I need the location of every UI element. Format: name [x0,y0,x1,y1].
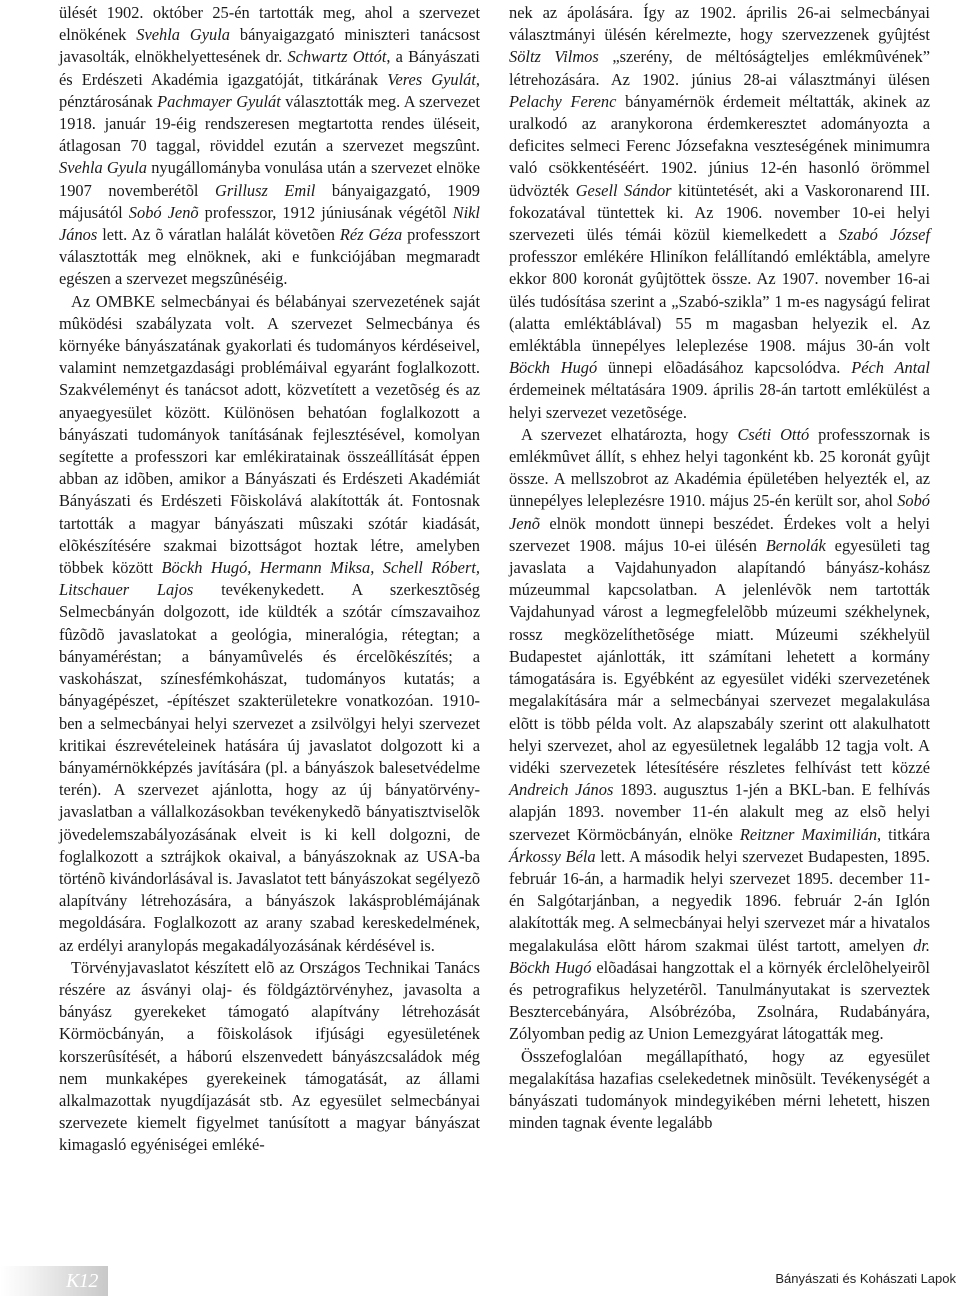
name-text: Böckh Hugó, Hermann Miksa, Schell Róbert, Litschauer Lajos [59,558,480,600]
name-text: dr. Böckh Hugó [509,935,930,977]
text-run: professzort választották meg elnöknek, aki e funkciójában megmaradt egészen a szervezet megszûnéséig. [59,225,480,289]
paragraph [509,2,930,424]
name-text: Réz Géza [339,225,403,245]
name-text: Gesell Sándor [575,180,672,200]
text-run: lett. A második helyi szervezet Budapesten, 1895. február 16-án, a harmadik helyi szervezet 1895. december 11-én Salgótarjánban, a negyedik 1896. február 2-án Iglón alakították meg. A selmecbányai helyi szervezet már a hivatalos megalakulása elõtt három szakmai ülést tartott, amelyen [509,846,930,955]
text-run: nek az ápolására. Így az 1902. április 26-ai selmecbányai választmányi ülésén kérelmezte, hogy szervezzenek gyûjtést [509,3,930,45]
text-run: „szerény, de méltóságteljes emlékmûvének” létrehozására. Az 1902. június 28-ai választmányi ülésen [509,47,931,89]
paragraph [59,2,480,291]
text-run: , titkára [877,824,930,844]
text-run: lett. Az õ váratlan halálát követõen [97,225,340,245]
text-run: professzor emlékére Hliníkon felállítandó emléktábla, amelyre ekkor 800 koronát gyûjtöttek össze. Az 1907. november 16-ai ülés tudósítása szerint a „Szabó-szikla” 1 m-es nagyságú felirat (alatta emléktáblával) 55 m magasban helyezik el. Az emléktábla ünnepélyes leleplezése 1908. május 30-án volt [509,247,930,356]
name-text: Sobó Jenõ [128,202,199,222]
text-run: ülését 1902. október 25-én tartották meg, ahol a szervezet elnökének [59,3,480,45]
text-run: bányamérnök érdemeit méltatták, akinek az uralkodó az aranykorona érdemkeresztet adományozta a deficites selmeci Ferenc Józsefakna veszteségének minimumra való csökkentéséért. 1902. június 12-én hasonló örömmel üdvözték [509,91,930,200]
name-text: Reitzner Maximilián [739,824,878,844]
text-run: érdemeinek méltatására 1909. április 28-án tartott emlékülést a helyi szervezet vezetõsége. [509,380,930,422]
name-text: Svehla Gyula [136,25,230,45]
name-text: Bernolák [765,535,826,555]
name-text: Szabó József [838,225,930,245]
name-text: Cséti Ottó [737,424,810,444]
text-run: professzornak is emlékmûvet állít, s ehhez helyi tagonként kb. 25 koronát gyûjt össze. A mellszobrot az Akadémia épületében helyezték el, az ünnepélyes leleplezésre 1910. május 25-én került sor, ahol [509,424,930,511]
page-number: K12 [66,1270,98,1292]
text-run: 1893. augusztus 1-jén a BKL-ban. E felhívás alapján 1893. november 11-én alakult meg az elsõ helyi szervezet Körmöcbányán, elnöke [509,780,930,844]
name-text: Andreich János [509,780,614,800]
name-text: Árkossy Béla [509,846,596,866]
text-run: , a Bányászati és Erdészeti Akadémia igazgatóját, titkárának [59,47,480,89]
text-run: nyugállományba vonulása után a szervezet elnöke 1907 novemberétõl [59,158,480,200]
text-run: , pénztárosának [59,69,480,111]
name-text: Grillusz Emil [215,180,316,200]
text-run: bányaigazgató, 1909 májusától [59,180,481,222]
text-run: elõadásai hangzottak el a környék érclelõhelyeirõl és petrografikus helyzetérõl. Tanulmányutakat is szerveztek Besztercebányára, Alsóbrézóba, Zsolnára, Rudabányára, Zólyomban pedig az Union Lemezgyárat látogatták meg. [509,957,930,1044]
journal-name: Bányászati és Kohászati Lapok [775,1271,956,1286]
name-text: Péch Antal [851,358,930,378]
name-text: Sobó Jenõ [509,491,930,533]
text-run: bányaigazgató miniszteri tanácsost javasolták, elnökhelyettesének dr. [59,25,481,67]
paragraph [59,957,480,1157]
paragraph [509,1046,930,1135]
text-run: elnök mondott ünnepi beszédet. Érdekes volt a helyi szervezet 1908. május 10-ei ülésén [509,513,930,555]
text-run: ünnepi elõadásához kapcsolódva. [597,358,852,378]
name-text: Pachmayer Gyulát [157,91,281,111]
text-run: Törvényjavaslatot készített elõ az Országos Technikai Tanács részére az ásványi olaj- és földgáztörvényhez, javasolta a bányász gyerekeket támogató alapítvány létrehozását Körmöcbányán, a fõiskolások ifjúsági egyesületének korszerûsítését, a háború elszenvedett bányászcsaládok még nem munkaképes gyerekeinek támogatását, az állami alkalmazottak nyugdíjazását stb. Az egyesület selmecbányai szervezete kiemelt figyelmet tanúsított a magyar bányászat kimagasló egyéniségei emléké- [59,957,480,1155]
text-run: kitüntetését, aki a Vaskoronarend III. fokozatával tüntettek ki. Az 1906. november 10-ei helyi szervezeti ülés témái közül kiemelkedett a [509,180,930,245]
name-text: Veres Gyulát [387,69,476,89]
text-run: választották meg. A szervezet 1918. január 19-éig rendszeresen megtartotta rendes üléseit, átlagosan 70 taggal, röviddel ezután a szervezet megszûnt. [59,91,480,156]
text-run: Az OMBKE selmecbányai és bélabányai szervezetének saját mûködési szabályzata volt. A szervezet Selmecbánya és környéke bányászatának gyakorlati és tudományos kérdéseivel, valamint nemzetgazdasági problémáival egyaránt foglalkozott. Szakvéleményt és tanácsot adott, közvetített a vezetõség és az anyaegyesület között. Különösen behatóan foglalkozott a bányászati tudományok tanításának fejlesztésével, komolyan segítette a professzori kar emlékiratainak összeállítását éppen abban az idõben, amikor a Bányászati és Erdészeti Akadémiát Bányászati és Erdészeti Fõiskolává alakították át. Fontosnak tartották a magyar bányászati mûszaki szótár kiadását, elõkészítésére szakmai bizottságot hoztak létre, amelyben többek között [59,291,480,578]
name-text: Pelachy Ferenc [509,91,617,111]
text-run: Összefoglalóan megállapítható, hogy az egyesület megalakítása hazafias cselekedetnek minõsült. Tevékenységét a bányászati tudományok mindegyikében mérni lehetett, hiszen minden tagnak évente legalább [509,1046,930,1133]
paragraph [509,424,930,1046]
name-text: Svehla Gyula [59,158,147,178]
text-run: A szervezet elhatározta, hogy [521,424,738,444]
paragraph [59,291,480,957]
name-text: Söltz Vilmos [509,47,599,67]
name-text: Nikl János [59,202,480,245]
name-text: Böckh Hugó [509,358,598,378]
left-column [59,2,480,1157]
text-run: tevékenykedett. A szerkesztõség Selmecbányán dolgozott, ide küldték a szótár címszavaihoz fûzõdõ javaslatokat a geológia, mineralógia, rétegtan; a bányaméréstan; a bányamûvelés és ércelõkészítés; a vaskohászat, színesfémkohászat, tudományos kutatás; a bányagépészet, -építészet szakterületekre vonatkozóan. 1910-ben a selmecbányai helyi szervezet a zsilvölgyi helyi szervezet kritikai észrevételeinek hatására új javaslatot dolgozott ki a bányamérnökképzés javítására (pl. a bányászok balesetvédelme terén). A szervezet ajánlotta, hogy az új bányatörvény-javaslatban a vállalkozásokban tevékenykedõ bányatisztviselõk jövedelemszabályozásának elveit is ki kell dolgozni, de foglalkozott a sztrájkok okaival, a bányászoknak az USA-ba történõ kivándorlásával is. Javaslatot tett bányászokat segélyezõ alapítvány létrehozására, a bányászok lakásproblémájának megoldására. Foglalkozott az arany szabad kereskedelmének, az erdélyi aranylopás megakadályozásának kérdésével is. [59,580,481,955]
right-column [509,2,930,1134]
name-text: Schwartz Ottót [287,47,387,67]
text-run: egyesületi tag javaslata a Vajdahunyadon alapítandó bányász-kohász múzeummal kapcsolatban. A jelenlévõk nem tartották Vajdahunyad várost a legmegfelelõbb múzeumi székhelynek, rossz megközelíthetõsége miatt. Múzeumi székhelyül Budapestet ajánlották, itt számítani lehetett a kormány támogatására is. Egyébként az egyesület vidéki szervezetének megalakítására már a selmecbányai szervezet megalakulása elõtt is több példa volt. Az alapszabály szerint ott alakulhatott helyi szervezet, ahol az egyesületnek legalább 12 tagja volt. A vidéki szervezetek létesítésére részletes felhívást tett közzé [509,535,931,777]
text-run: professzor, 1912 júniusának végétõl [198,202,453,222]
